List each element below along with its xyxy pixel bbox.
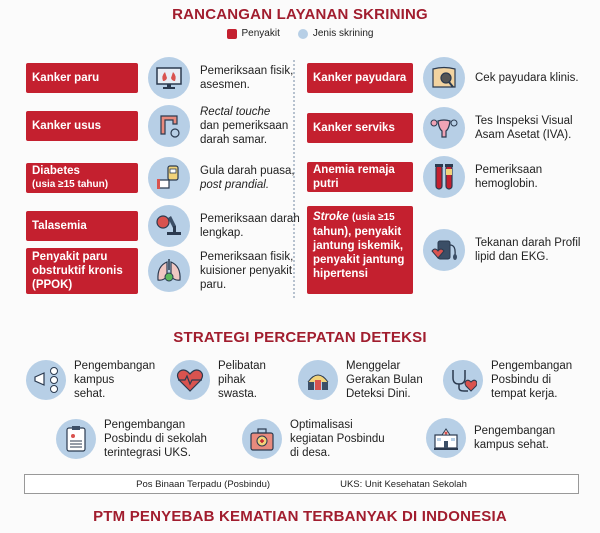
disease-box: Penyakit paru obstruktif kronis (PPOK) (26, 248, 138, 294)
uterus-icon (423, 107, 465, 149)
screening-row (26, 105, 318, 147)
disease-box: Anemia remaja putri (307, 162, 413, 192)
screening-row (26, 248, 318, 294)
heart-pulse-icon (170, 360, 210, 400)
strategy-item: Pengembangan Posbindu di sekolah terintegrasi UKS. (56, 418, 222, 460)
blood-tubes-icon (423, 156, 465, 198)
screening-desc: Pemeriksaan fisik, kuisioner penyakit paru. (200, 251, 294, 291)
community-icon (298, 360, 338, 400)
screening-row (26, 205, 318, 247)
legend-swatch-red (227, 29, 237, 39)
megaphone-icon (26, 360, 66, 400)
footnote-uks: UKS: Unit Kesehatan Sekolah (340, 478, 467, 490)
abbreviation-footnote (24, 474, 579, 494)
clipboard-icon (56, 419, 96, 459)
disease-box: Kanker serviks (307, 113, 413, 143)
microscope-blood-icon (148, 205, 190, 247)
screening-desc: Gula darah puasa, post prandial. (200, 165, 295, 191)
disease-box: Kanker usus (26, 111, 138, 141)
screening-row (307, 107, 593, 149)
intestine-icon (148, 105, 190, 147)
legend-item-screening: Jenis skrining (298, 28, 374, 39)
screening-row (307, 206, 593, 294)
section-title-screening: RANCANGAN LAYANAN SKRINING (172, 6, 428, 23)
screening-desc: Rectal touche dan pemeriksaan darah samar. (200, 106, 289, 146)
screening-row (26, 57, 318, 99)
legend (0, 28, 600, 39)
strategy-item: Optimalisasi kegiatan Posbindu di desa. (242, 418, 390, 460)
screening-desc: Tes Inspeksi Visual Asam Asetat (IVA). (475, 115, 573, 141)
building-icon (426, 418, 466, 458)
medkit-icon (242, 419, 282, 459)
screening-row (307, 57, 593, 99)
blood-pressure-icon (423, 229, 465, 271)
strategy-item: Pengembangan Posbindu di tempat kerja. (443, 359, 581, 401)
disease-box: Stroke (usia ≥15 tahun), penyakit jantung iskemik, penyakit jantung hipertensi (307, 206, 413, 294)
breast-exam-icon (423, 57, 465, 99)
stethoscope-icon (443, 360, 483, 400)
disease-box: Talasemia (26, 211, 138, 241)
footnote-posbindu: Pos Binaan Terpadu (Posbindu) (136, 478, 271, 490)
screening-desc: Cek payudara klinis. (475, 72, 579, 84)
screening-desc: Pemeriksaan fisik, asesmen. (200, 65, 294, 91)
legend-swatch-blue (298, 29, 308, 39)
strategy-item: Pengembangan kampus sehat. (426, 418, 569, 458)
section-title-ptm: PTM PENYEBAB KEMATIAN TERBANYAK DI INDONESIA (93, 508, 507, 525)
lung-monitor-icon (148, 57, 190, 99)
strategy-item: Pelibatan pihak swasta. (170, 359, 273, 401)
legend-item-disease: Penyakit (227, 28, 280, 39)
screening-row (26, 157, 318, 199)
strategy-item: Menggelar Gerakan Bulan Deteksi Dini. (298, 359, 430, 401)
disease-box: Kanker payudara (307, 63, 413, 93)
disease-box: Kanker paru (26, 63, 138, 93)
glucometer-hand-icon (148, 157, 190, 199)
strategy-item: Pengembangan kampus sehat. (26, 359, 142, 401)
screening-desc: Pemeriksaan hemoglobin. (475, 164, 543, 190)
section-title-strategy: STRATEGI PERCEPATAN DETEKSI (173, 329, 427, 346)
screening-desc: Tekanan darah Profil lipid dan EKG. (475, 237, 581, 263)
screening-row (307, 156, 593, 198)
lungs-icon (148, 250, 190, 292)
disease-box: Diabetes (usia ≥15 tahun) (26, 163, 138, 193)
screening-desc: Pemeriksaan darah lengkap. (200, 213, 300, 239)
